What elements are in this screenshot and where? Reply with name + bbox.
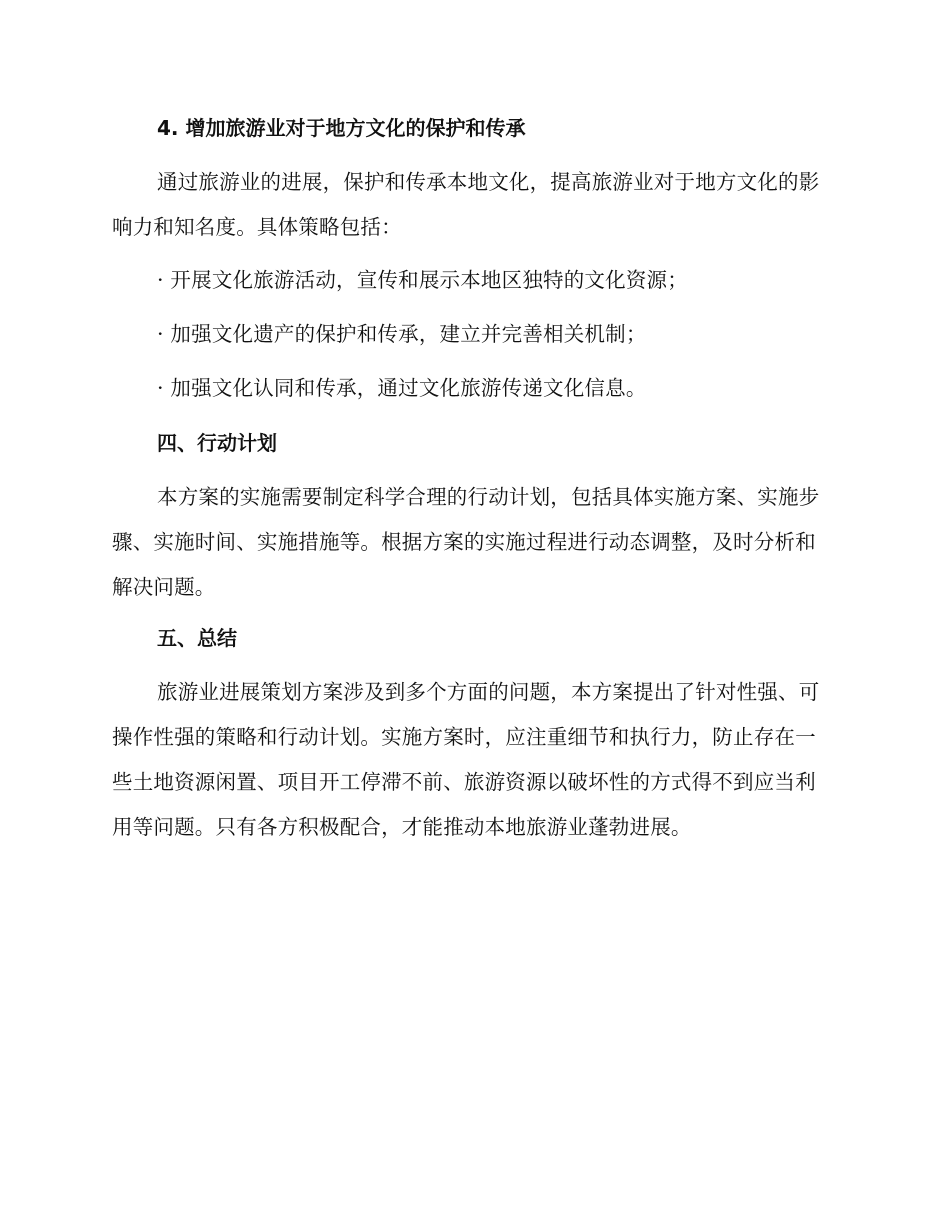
section-4-bullet-2: · 加强文化遗产的保护和传承，建立并完善相关机制； — [157, 322, 647, 346]
summary-paragraph: 旅游业进展策划方案涉及到多个方面的问题，本方案提出了针对性强、可操作性强的策略和行动计划。实施方案时，应注重细节和执行力，防止存在一些土地资源闲置、项目开工停滞不前、旅游资源以破坏性的方式得不到应当利用等问题。只有各方积极配合，才能推动本地旅游业蓬勃进展。 — [112, 680, 820, 839]
section-4-paragraph: 通过旅游业的进展，保护和传承本地文化，提高旅游业对于地方文化的影响力和知名度。具体策略包括： — [112, 170, 820, 239]
section-4-bullet-3: · 加强文化认同和传承，通过文化旅游传递文化信息。 — [157, 376, 647, 400]
summary-heading: 五、总结 — [157, 626, 237, 650]
section-4-bullet-1: · 开展文化旅游活动，宣传和展示本地区独特的文化资源； — [157, 268, 688, 292]
section-4-heading: 4. 增加旅游业对于地方文化的保护和传承 — [157, 116, 526, 140]
action-plan-paragraph: 本方案的实施需要制定科学合理的行动计划，包括具体实施方案、实施步骤、实施时间、实施措施等。根据方案的实施过程进行动态调整，及时分析和解决问题。 — [112, 485, 820, 599]
action-plan-heading: 四、行动计划 — [157, 431, 277, 455]
